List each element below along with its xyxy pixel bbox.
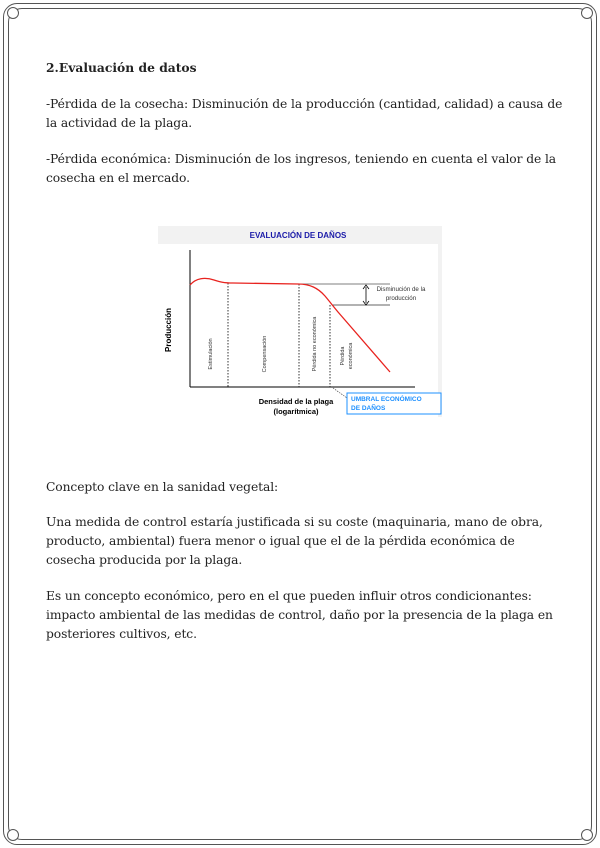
zone-label: Compensación bbox=[262, 335, 268, 373]
x-axis-label: (logarítmica) bbox=[273, 407, 319, 416]
corner-ornament bbox=[7, 829, 19, 841]
threshold-label: DE DAÑOS bbox=[351, 405, 386, 412]
paragraph: Una medida de control estaría justificada si su coste (maquinaria, mano de obra, producto, ambiental) fuera menor o igual que el de la pérdida económica de cosecha producida por la plaga. bbox=[46, 515, 543, 567]
annotation: Disminución de la bbox=[376, 286, 426, 293]
corner-ornament bbox=[581, 7, 593, 19]
figure-title: EVALUACIÓN DE DAÑOS bbox=[249, 231, 347, 240]
zone-label: Pérdida no económica bbox=[312, 316, 318, 372]
paragraph: -Pérdida económica: Disminución de los ingresos, teniendo en cuenta el valor de la cosecha en el mercado. bbox=[46, 152, 557, 185]
y-axis-label: Producción bbox=[164, 307, 173, 353]
paragraph: Es un concepto económico, pero en el que pueden influir otros condicionantes: impacto ambiental de las medidas de control, daño por la presencia de la plaga en posteriores cultivos, etc. bbox=[46, 589, 553, 641]
damage-evaluation-figure bbox=[158, 226, 442, 417]
corner-ornament bbox=[7, 7, 19, 19]
zone-label: económica bbox=[348, 342, 354, 370]
paragraph: Concepto clave en la sanidad vegetal: bbox=[46, 480, 279, 494]
x-axis-label: Densidad de la plaga bbox=[258, 397, 334, 406]
plot-background bbox=[158, 244, 438, 417]
zone-label: Estimulación bbox=[208, 338, 214, 370]
corner-ornament bbox=[581, 829, 593, 841]
paragraph: -Pérdida de la cosecha: Disminución de la producción (cantidad, calidad) a causa de la actividad de la plaga. bbox=[46, 97, 563, 130]
annotation: producción bbox=[385, 295, 417, 302]
section-heading: 2.Evaluación de datos bbox=[46, 60, 197, 75]
zone-label: Pérdida bbox=[340, 346, 346, 366]
threshold-label: UMBRAL ECONÓMICO bbox=[351, 396, 422, 403]
